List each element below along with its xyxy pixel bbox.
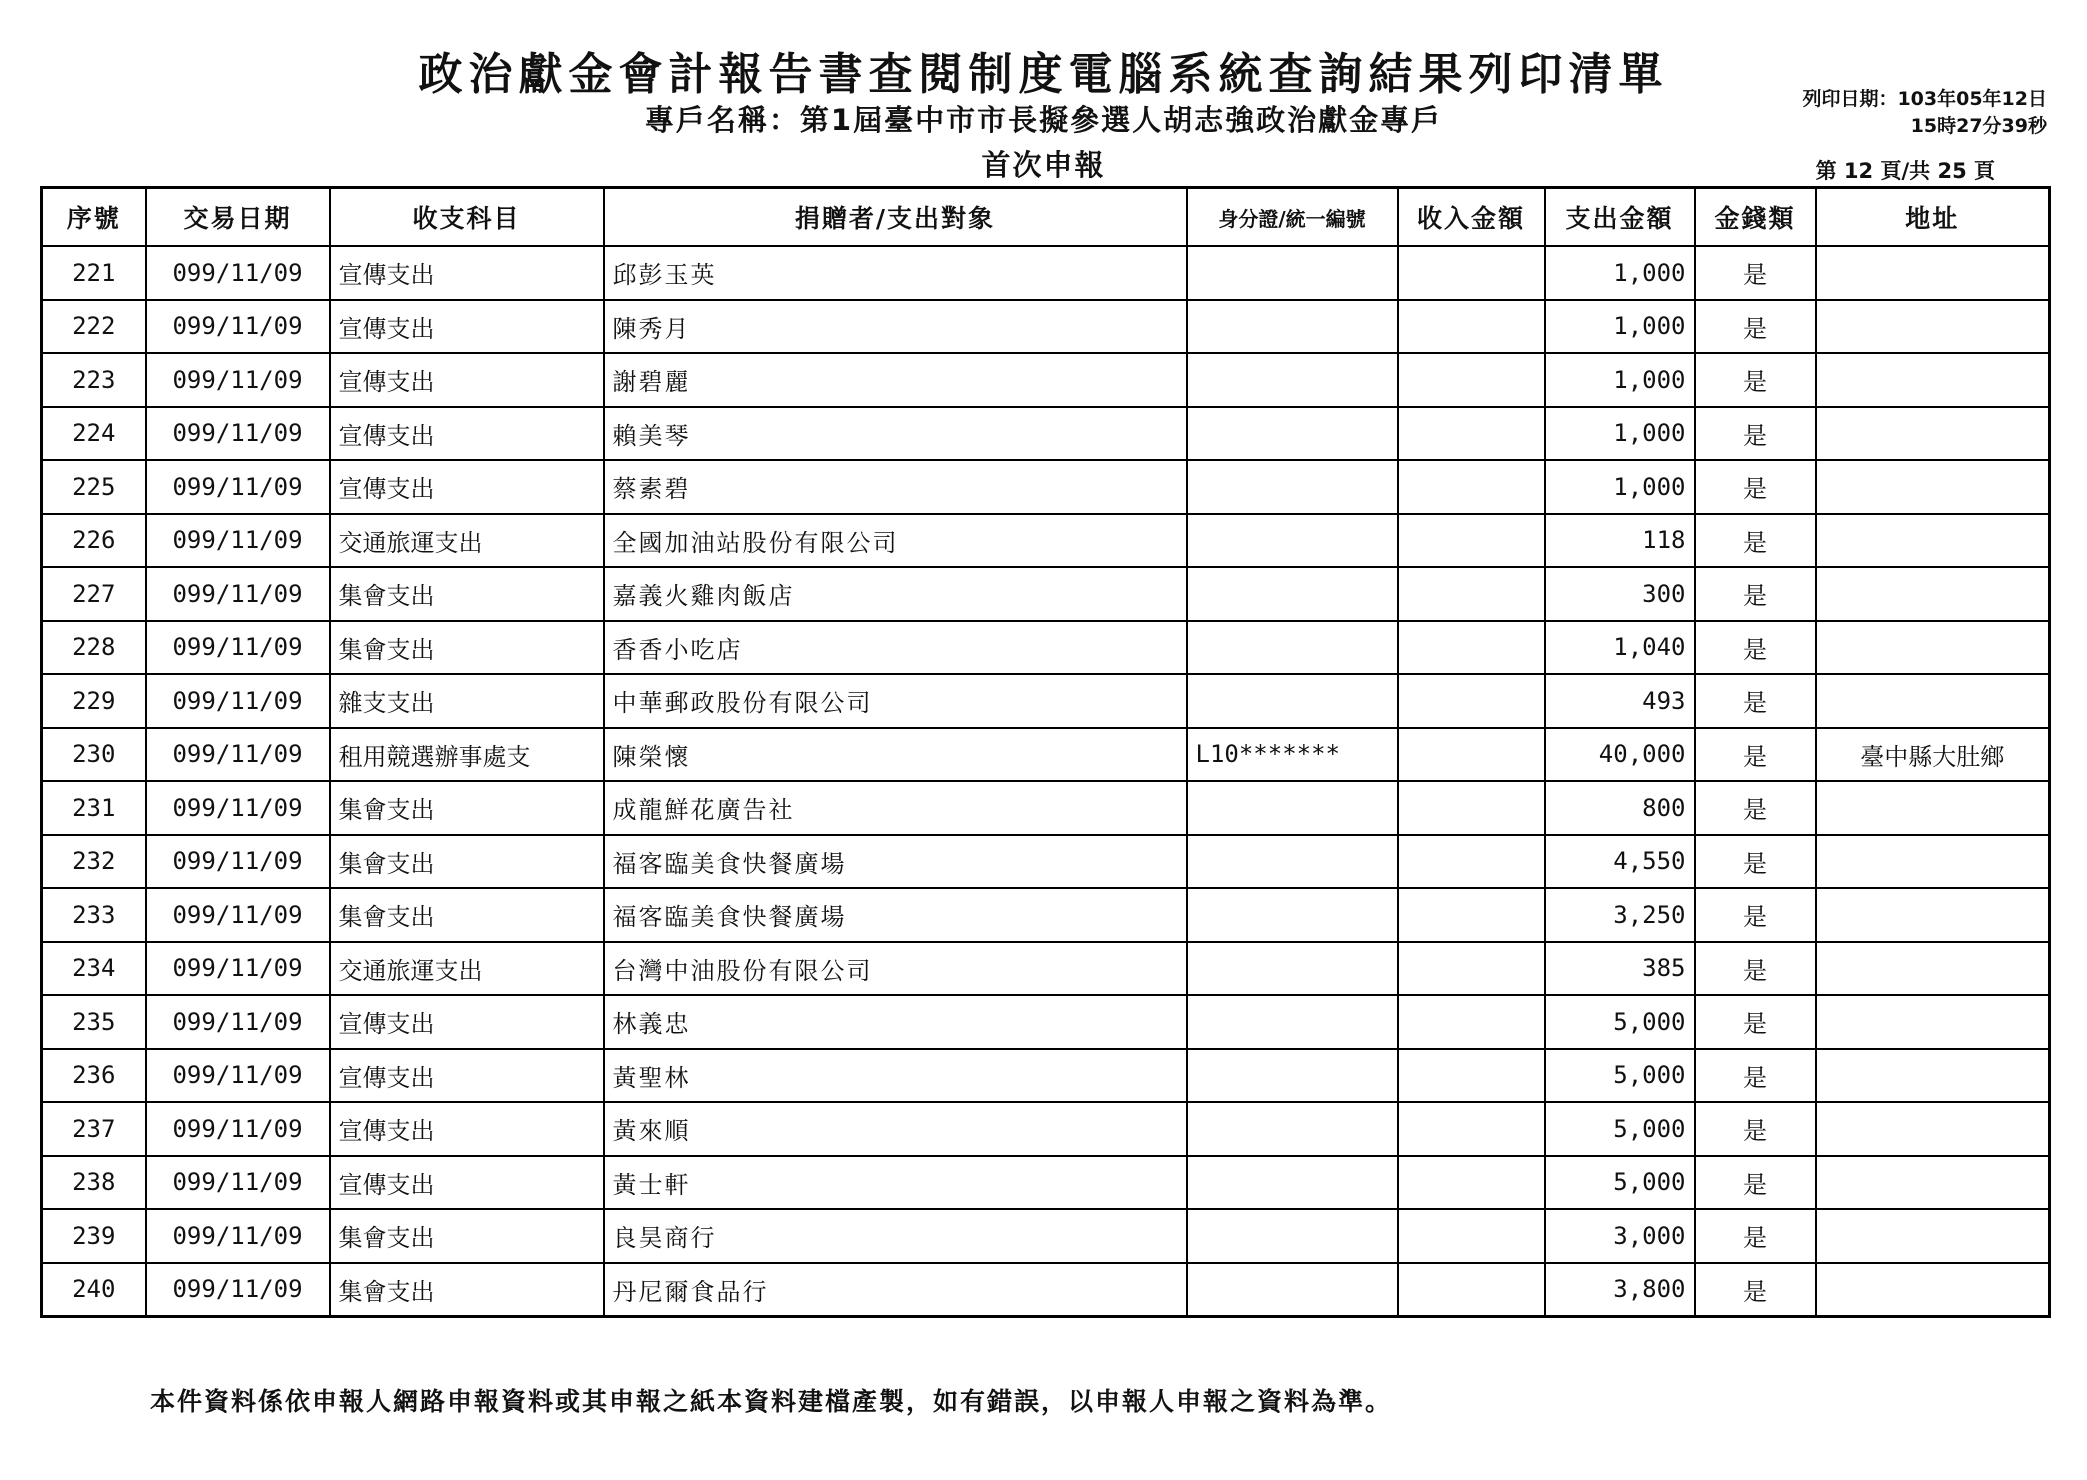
- cell-seq: 235: [42, 995, 146, 1049]
- cell-cash: 是: [1695, 888, 1816, 942]
- cell-expense: 1,000: [1545, 460, 1695, 514]
- table-row: [42, 1102, 2050, 1156]
- cell-cash: 是: [1695, 995, 1816, 1049]
- cell-income: [1398, 567, 1545, 621]
- cell-cash: 是: [1695, 621, 1816, 675]
- cell-category: 集會支出: [330, 621, 604, 675]
- cell-income: [1398, 728, 1545, 782]
- cell-category: 交通旅運支出: [330, 514, 604, 568]
- cell-date: 099/11/09: [146, 246, 330, 300]
- cell-address: [1816, 514, 2050, 568]
- cell-id: [1187, 300, 1398, 354]
- cell-party: 賴美琴: [604, 407, 1187, 461]
- cell-id: [1187, 246, 1398, 300]
- cell-expense: 5,000: [1545, 995, 1695, 1049]
- ledger-table: [40, 186, 2051, 1318]
- cell-seq: 240: [42, 1263, 146, 1317]
- cell-cash: 是: [1695, 300, 1816, 354]
- cell-address: [1816, 407, 2050, 461]
- cell-income: [1398, 942, 1545, 996]
- cell-date: 099/11/09: [146, 460, 330, 514]
- cell-income: [1398, 300, 1545, 354]
- cell-expense: 1,040: [1545, 621, 1695, 675]
- cell-date: 099/11/09: [146, 1102, 330, 1156]
- print-date: 列印日期：103年05年12日: [1802, 88, 2047, 110]
- cell-date: 099/11/09: [146, 353, 330, 407]
- cell-date: 099/11/09: [146, 781, 330, 835]
- cell-seq: 222: [42, 300, 146, 354]
- table-row: [42, 835, 2050, 889]
- cell-seq: 238: [42, 1156, 146, 1210]
- cell-cash: 是: [1695, 942, 1816, 996]
- cell-expense: 1,000: [1545, 407, 1695, 461]
- cell-expense: 1,000: [1545, 246, 1695, 300]
- cell-cash: 是: [1695, 353, 1816, 407]
- cell-cash: 是: [1695, 1049, 1816, 1103]
- cell-address: [1816, 621, 2050, 675]
- page-info: 第 12 頁/共 25 頁: [1815, 159, 1995, 183]
- cell-date: 099/11/09: [146, 1263, 330, 1317]
- cell-cash: 是: [1695, 567, 1816, 621]
- cell-id: [1187, 674, 1398, 728]
- cell-date: 099/11/09: [146, 621, 330, 675]
- cell-party: 黃來順: [604, 1102, 1187, 1156]
- cell-expense: 5,000: [1545, 1049, 1695, 1103]
- cell-seq: 221: [42, 246, 146, 300]
- cell-income: [1398, 1209, 1545, 1263]
- cell-seq: 237: [42, 1102, 146, 1156]
- table-header-row: [42, 188, 2050, 247]
- table-row: [42, 353, 2050, 407]
- cell-id: [1187, 621, 1398, 675]
- cell-id: [1187, 1049, 1398, 1103]
- cell-id: [1187, 1156, 1398, 1210]
- cell-party: 福客臨美食快餐廣場: [604, 888, 1187, 942]
- cell-id: L10*******: [1187, 728, 1398, 782]
- ledger-body: [42, 246, 2050, 1317]
- cell-party: 台灣中油股份有限公司: [604, 942, 1187, 996]
- cell-category: 宣傳支出: [330, 353, 604, 407]
- table-row: [42, 300, 2050, 354]
- cell-category: 宣傳支出: [330, 1049, 604, 1103]
- cell-cash: 是: [1695, 728, 1816, 782]
- print-date-block: [1802, 86, 2047, 140]
- table-row: [42, 567, 2050, 621]
- cell-address: [1816, 353, 2050, 407]
- cell-party: 香香小吃店: [604, 621, 1187, 675]
- cell-seq: 226: [42, 514, 146, 568]
- cell-category: 集會支出: [330, 1263, 604, 1317]
- cell-party: 丹尼爾食品行: [604, 1263, 1187, 1317]
- cell-date: 099/11/09: [146, 728, 330, 782]
- cell-date: 099/11/09: [146, 407, 330, 461]
- cell-cash: 是: [1695, 1102, 1816, 1156]
- cell-address: [1816, 942, 2050, 996]
- cell-date: 099/11/09: [146, 1156, 330, 1210]
- cell-address: [1816, 1156, 2050, 1210]
- cell-seq: 231: [42, 781, 146, 835]
- cell-id: [1187, 1263, 1398, 1317]
- cell-seq: 228: [42, 621, 146, 675]
- cell-category: 宣傳支出: [330, 460, 604, 514]
- cell-income: [1398, 835, 1545, 889]
- table-row: [42, 407, 2050, 461]
- cell-id: [1187, 460, 1398, 514]
- cell-party: 福客臨美食快餐廣場: [604, 835, 1187, 889]
- cell-cash: 是: [1695, 674, 1816, 728]
- document-title: 政治獻金會計報告書查閱制度電腦系統查詢結果列印清單: [418, 49, 1669, 100]
- cell-income: [1398, 460, 1545, 514]
- table-row: [42, 1049, 2050, 1103]
- cell-party: 成龍鮮花廣告社: [604, 781, 1187, 835]
- cell-category: 宣傳支出: [330, 1156, 604, 1210]
- cell-expense: 800: [1545, 781, 1695, 835]
- cell-party: 黃聖林: [604, 1049, 1187, 1103]
- cell-address: [1816, 1102, 2050, 1156]
- cell-income: [1398, 1102, 1545, 1156]
- cell-address: [1816, 888, 2050, 942]
- cell-cash: 是: [1695, 514, 1816, 568]
- cell-expense: 5,000: [1545, 1156, 1695, 1210]
- table-row: [42, 1263, 2050, 1317]
- account-name: 專戶名稱：第1屆臺中市市長擬參選人胡志強政治獻金專戶: [644, 103, 1443, 137]
- cell-party: 良昊商行: [604, 1209, 1187, 1263]
- cell-party: 中華郵政股份有限公司: [604, 674, 1187, 728]
- cell-id: [1187, 514, 1398, 568]
- cell-cash: 是: [1695, 1263, 1816, 1317]
- cell-cash: 是: [1695, 407, 1816, 461]
- cell-address: [1816, 995, 2050, 1049]
- cell-cash: 是: [1695, 1209, 1816, 1263]
- cell-address: [1816, 1049, 2050, 1103]
- header-id: 身分證/統一編號: [1187, 188, 1398, 247]
- cell-expense: 118: [1545, 514, 1695, 568]
- cell-income: [1398, 995, 1545, 1049]
- cell-category: 集會支出: [330, 835, 604, 889]
- cell-party: 蔡素碧: [604, 460, 1187, 514]
- cell-income: [1398, 1156, 1545, 1210]
- cell-seq: 239: [42, 1209, 146, 1263]
- cell-income: [1398, 246, 1545, 300]
- cell-address: [1816, 1263, 2050, 1317]
- cell-id: [1187, 995, 1398, 1049]
- table-row: [42, 995, 2050, 1049]
- cell-seq: 230: [42, 728, 146, 782]
- cell-date: 099/11/09: [146, 300, 330, 354]
- cell-expense: 3,250: [1545, 888, 1695, 942]
- cell-expense: 3,000: [1545, 1209, 1695, 1263]
- cell-category: 集會支出: [330, 1209, 604, 1263]
- table-row: [42, 1156, 2050, 1210]
- cell-id: [1187, 888, 1398, 942]
- cell-expense: 1,000: [1545, 300, 1695, 354]
- cell-date: 099/11/09: [146, 835, 330, 889]
- cell-address: [1816, 300, 2050, 354]
- cell-expense: 4,550: [1545, 835, 1695, 889]
- footnote: 本件資料係依申報人網路申報資料或其申報之紙本資料建檔產製，如有錯誤，以申報人申報之資料為準。: [150, 1387, 1393, 1416]
- print-time: 15時27分39秒: [1910, 115, 2047, 137]
- cell-seq: 223: [42, 353, 146, 407]
- table-row: [42, 1209, 2050, 1263]
- cell-seq: 224: [42, 407, 146, 461]
- cell-income: [1398, 1049, 1545, 1103]
- cell-category: 宣傳支出: [330, 1102, 604, 1156]
- table-row: [42, 781, 2050, 835]
- cell-address: [1816, 835, 2050, 889]
- cell-cash: 是: [1695, 246, 1816, 300]
- cell-expense: 1,000: [1545, 353, 1695, 407]
- cell-party: 全國加油站股份有限公司: [604, 514, 1187, 568]
- header-seq: 序號: [42, 188, 146, 247]
- cell-date: 099/11/09: [146, 514, 330, 568]
- cell-seq: 229: [42, 674, 146, 728]
- cell-address: [1816, 460, 2050, 514]
- cell-expense: 3,800: [1545, 1263, 1695, 1317]
- cell-cash: 是: [1695, 781, 1816, 835]
- cell-income: [1398, 1263, 1545, 1317]
- cell-id: [1187, 781, 1398, 835]
- header-expense: 支出金額: [1545, 188, 1695, 247]
- cell-cash: 是: [1695, 460, 1816, 514]
- cell-income: [1398, 674, 1545, 728]
- cell-income: [1398, 514, 1545, 568]
- cell-expense: 300: [1545, 567, 1695, 621]
- table-row: [42, 621, 2050, 675]
- cell-seq: 227: [42, 567, 146, 621]
- cell-income: [1398, 621, 1545, 675]
- cell-expense: 493: [1545, 674, 1695, 728]
- cell-category: 交通旅運支出: [330, 942, 604, 996]
- cell-address: [1816, 567, 2050, 621]
- cell-seq: 234: [42, 942, 146, 996]
- cell-category: 宣傳支出: [330, 995, 604, 1049]
- cell-seq: 233: [42, 888, 146, 942]
- cell-income: [1398, 888, 1545, 942]
- cell-expense: 40,000: [1545, 728, 1695, 782]
- cell-date: 099/11/09: [146, 567, 330, 621]
- cell-date: 099/11/09: [146, 674, 330, 728]
- header-cash: 金錢類: [1695, 188, 1816, 247]
- cell-category: 雜支支出: [330, 674, 604, 728]
- cell-id: [1187, 835, 1398, 889]
- cell-id: [1187, 1102, 1398, 1156]
- cell-category: 集會支出: [330, 781, 604, 835]
- header-party: 捐贈者/支出對象: [604, 188, 1187, 247]
- cell-cash: 是: [1695, 835, 1816, 889]
- cell-party: 嘉義火雞肉飯店: [604, 567, 1187, 621]
- cell-category: 集會支出: [330, 888, 604, 942]
- cell-id: [1187, 1209, 1398, 1263]
- cell-id: [1187, 353, 1398, 407]
- cell-category: 集會支出: [330, 567, 604, 621]
- cell-category: 租用競選辦事處支: [330, 728, 604, 782]
- table-row: [42, 888, 2050, 942]
- cell-category: 宣傳支出: [330, 246, 604, 300]
- cell-party: 謝碧麗: [604, 353, 1187, 407]
- cell-expense: 5,000: [1545, 1102, 1695, 1156]
- cell-party: 陳榮懷: [604, 728, 1187, 782]
- cell-address: [1816, 781, 2050, 835]
- cell-cash: 是: [1695, 1156, 1816, 1210]
- cell-date: 099/11/09: [146, 1049, 330, 1103]
- cell-expense: 385: [1545, 942, 1695, 996]
- cell-id: [1187, 407, 1398, 461]
- cell-category: 宣傳支出: [330, 407, 604, 461]
- cell-address: [1816, 674, 2050, 728]
- cell-id: [1187, 942, 1398, 996]
- cell-income: [1398, 353, 1545, 407]
- cell-income: [1398, 781, 1545, 835]
- header-category: 收支科目: [330, 188, 604, 247]
- cell-id: [1187, 567, 1398, 621]
- cell-party: 邱彭玉英: [604, 246, 1187, 300]
- cell-party: 林義忠: [604, 995, 1187, 1049]
- cell-party: 陳秀月: [604, 300, 1187, 354]
- table-row: [42, 674, 2050, 728]
- cell-category: 宣傳支出: [330, 300, 604, 354]
- cell-address: [1816, 246, 2050, 300]
- cell-date: 099/11/09: [146, 942, 330, 996]
- header-income: 收入金額: [1398, 188, 1545, 247]
- header-date: 交易日期: [146, 188, 330, 247]
- table-row: [42, 246, 2050, 300]
- cell-income: [1398, 407, 1545, 461]
- cell-date: 099/11/09: [146, 888, 330, 942]
- cell-address: 臺中縣大肚鄉: [1816, 728, 2050, 782]
- table-row: [42, 514, 2050, 568]
- header-address: 地址: [1816, 188, 2050, 247]
- cell-date: 099/11/09: [146, 1209, 330, 1263]
- table-row: [42, 942, 2050, 996]
- cell-seq: 232: [42, 835, 146, 889]
- cell-seq: 236: [42, 1049, 146, 1103]
- cell-seq: 225: [42, 460, 146, 514]
- cell-date: 099/11/09: [146, 995, 330, 1049]
- cell-address: [1816, 1209, 2050, 1263]
- table-row: [42, 460, 2050, 514]
- cell-party: 黃士軒: [604, 1156, 1187, 1210]
- report-type: 首次申報: [981, 148, 1106, 182]
- table-row: [42, 728, 2050, 782]
